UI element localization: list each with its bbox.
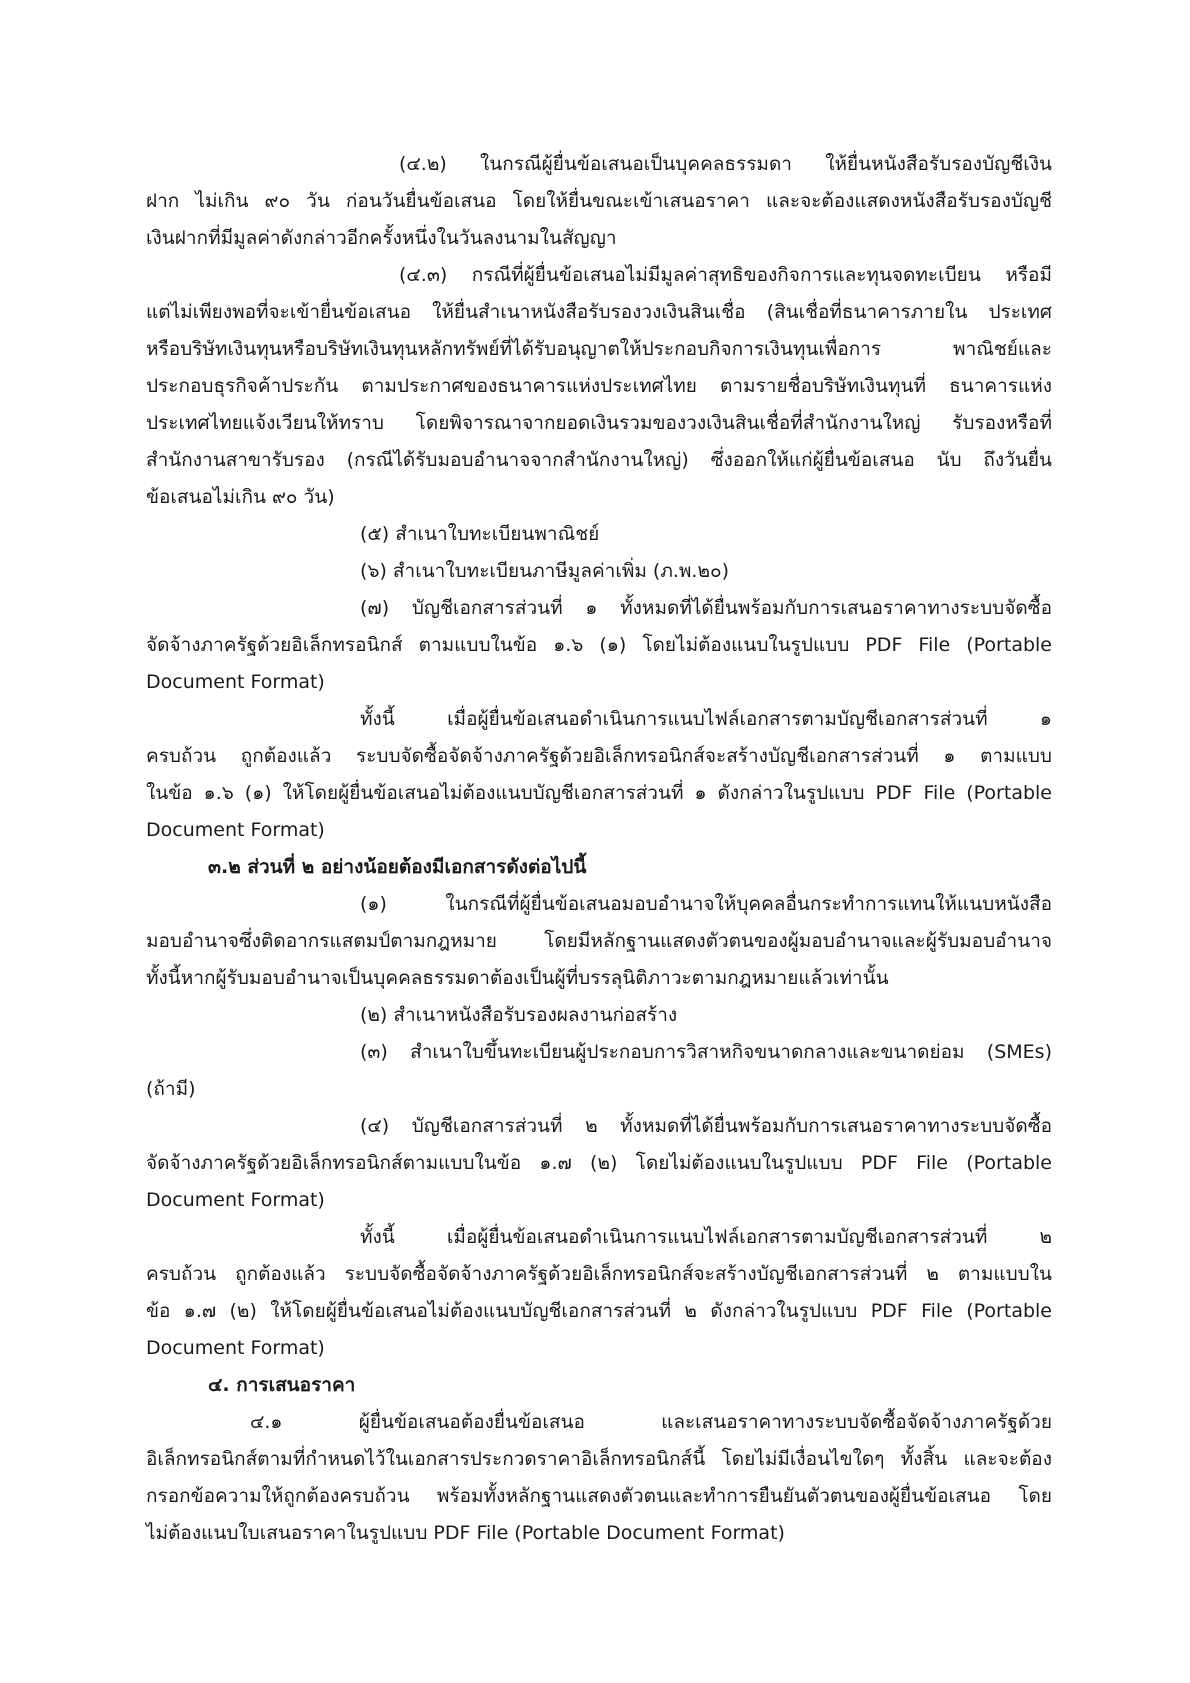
part2-list-item-1 (146, 886, 1052, 997)
list-item-7 (146, 590, 1052, 701)
paragraph-4-1 (146, 1404, 1052, 1552)
text-line: ทั้งนี้หากผู้รับมอบอำนาจเป็นบุคคลธรรมดาต้องเป็นผู้ที่บรรลุนิติภาวะตามกฎหมายแล้วเท่านั้น (146, 967, 889, 989)
text-line: (๔.๓) กรณีที่ผู้ยื่นข้อเสนอไม่มีมูลค่าสุทธิของกิจการและทุนจดทะเบียน หรือมี (399, 264, 1052, 286)
text-line: อิเล็กทรอนิกส์ตามที่กำหนดไว้ในเอกสารประกวดราคาอิเล็กทรอนิกส์นี้ โดยไม่มีเงื่อนไขใดๆ ทั้งสิ้น และจะต้อง (146, 1448, 1052, 1470)
text-line: เงินฝากที่มีมูลค่าดังกล่าวอีกครั้งหนึ่งในวันลงนามในสัญญา (146, 227, 617, 249)
text-line: (๗) บัญชีเอกสารส่วนที่ ๑ ทั้งหมดที่ได้ยื่นพร้อมกับการเสนอราคาทางระบบจัดซื้อ (360, 597, 1052, 619)
text-line: (๔) บัญชีเอกสารส่วนที่ ๒ ทั้งหมดที่ได้ยื่นพร้อมกับการเสนอราคาทางระบบจัดซื้อ (360, 1115, 1052, 1137)
text-line: ข้อเสนอไม่เกิน ๙๐ วัน) (146, 486, 335, 508)
text-line: ฝาก ไม่เกิน ๙๐ วัน ก่อนวันยื่นข้อเสนอ โดยให้ยื่นขณะเข้าเสนอราคา และจะต้องแสดงหนังสือรับรองบัญชี (146, 190, 1052, 212)
part2-list-item-3 (146, 1034, 1052, 1108)
text-line: (๓) สำเนาใบขึ้นทะเบียนผู้ประกอบการวิสาหกิจขนาดกลางและขนาดย่อม (SMEs) (360, 1041, 1052, 1063)
list-item-6: (๖) สำเนาใบทะเบียนภาษีมูลค่าเพิ่ม (ภ.พ.๒๐) (360, 560, 730, 582)
paragraph-4-3 (146, 257, 1052, 516)
paragraph-4-2 (146, 146, 1052, 257)
text-line: Document Format) (146, 671, 325, 693)
text-line: Document Format) (146, 819, 325, 841)
text-line: (๑) ในกรณีที่ผู้ยื่นข้อเสนอมอบอำนาจให้บุคคลอื่นกระทำการแทนให้แนบหนังสือ (360, 893, 1052, 915)
part2-list-item-4 (146, 1108, 1052, 1219)
text-line: Document Format) (146, 1337, 325, 1359)
text-line: จัดจ้างภาครัฐด้วยอิเล็กทรอนิกส์ตามแบบในข้อ ๑.๗ (๒) โดยไม่ต้องแนบในรูปแบบ PDF File (Portable (146, 1152, 1052, 1174)
text-line: ในข้อ ๑.๖ (๑) ให้โดยผู้ยื่นข้อเสนอไม่ต้องแนบบัญชีเอกสารส่วนที่ ๑ ดังกล่าวในรูปแบบ PDF File (Portable (146, 782, 1052, 804)
text-line: สำนักงานสาขารับรอง (กรณีได้รับมอบอำนาจจากสำนักงานใหญ่) ซึ่งออกให้แก่ผู้ยื่นข้อเสนอ นับ ถึงวันยื่น (146, 449, 1052, 471)
text-line: ๔.๑ ผู้ยื่นข้อเสนอต้องยื่นข้อเสนอ และเสนอราคาทางระบบจัดซื้อจัดจ้างภาครัฐด้วย (250, 1411, 1052, 1433)
section-heading-3-2: ๓.๒ ส่วนที่ ๒ อย่างน้อยต้องมีเอกสารดังต่อไปนี้ (208, 856, 587, 878)
list-item-5: (๕) สำเนาใบทะเบียนพาณิชย์ (360, 523, 600, 545)
text-line: ทั้งนี้ เมื่อผู้ยื่นข้อเสนอดำเนินการแนบไฟล์เอกสารตามบัญชีเอกสารส่วนที่ ๑ (360, 708, 1052, 730)
note-part-2 (146, 1219, 1052, 1367)
text-line: ประกอบธุรกิจค้าประกัน ตามประกาศของธนาคารแห่งประเทศไทย ตามรายชื่อบริษัทเงินทุนที่ ธนาคารแห่ง (146, 375, 1052, 397)
text-line: ประเทศไทยแจ้งเวียนให้ทราบ โดยพิจารณาจากยอดเงินรวมของวงเงินสินเชื่อที่สำนักงานใหญ่ รับรองหรือที่ (146, 412, 1052, 434)
text-line: กรอกข้อความให้ถูกต้องครบถ้วน พร้อมทั้งหลักฐานแสดงตัวตนและทำการยืนยันตัวตนของผู้ยื่นข้อเสนอ โดย (146, 1485, 1052, 1507)
text-line: แต่ไม่เพียงพอที่จะเข้ายื่นข้อเสนอ ให้ยื่นสำเนาหนังสือรับรองวงเงินสินเชื่อ (สินเชื่อที่ธนาคารภายใน ประเทศ (146, 301, 1052, 323)
text-line: มอบอำนาจซึ่งติดอากรแสตมป์ตามกฎหมาย โดยมีหลักฐานแสดงตัวตนของผู้มอบอำนาจและผู้รับมอบอำนาจ (146, 930, 1052, 952)
document-body (146, 146, 1052, 1552)
text-line: ทั้งนี้ เมื่อผู้ยื่นข้อเสนอดำเนินการแนบไฟล์เอกสารตามบัญชีเอกสารส่วนที่ ๒ (360, 1226, 1052, 1248)
text-line: ไม่ต้องแนบใบเสนอราคาในรูปแบบ PDF File (Portable Document Format) (146, 1522, 785, 1544)
note-part-1 (146, 701, 1052, 849)
text-line: (๔.๒) ในกรณีผู้ยื่นข้อเสนอเป็นบุคคลธรรมดา ให้ยื่นหนังสือรับรองบัญชีเงิน (399, 153, 1052, 175)
text-line: ข้อ ๑.๗ (๒) ให้โดยผู้ยื่นข้อเสนอไม่ต้องแนบบัญชีเอกสารส่วนที่ ๒ ดังกล่าวในรูปแบบ PDF File (Portable (146, 1300, 1052, 1322)
text-line: ครบถ้วน ถูกต้องแล้ว ระบบจัดซื้อจัดจ้างภาครัฐด้วยอิเล็กทรอนิกส์จะสร้างบัญชีเอกสารส่วนที่ ๒ ตามแบบใน (146, 1263, 1052, 1285)
text-line: จัดจ้างภาครัฐด้วยอิเล็กทรอนิกส์ ตามแบบในข้อ ๑.๖ (๑) โดยไม่ต้องแนบในรูปแบบ PDF File (Portable (146, 634, 1052, 656)
part2-list-item-2: (๒) สำเนาหนังสือรับรองผลงานก่อสร้าง (360, 1004, 678, 1026)
section-heading-4: ๔. การเสนอราคา (208, 1374, 356, 1396)
text-line: (ถ้ามี) (146, 1078, 196, 1100)
text-line: ครบถ้วน ถูกต้องแล้ว ระบบจัดซื้อจัดจ้างภาครัฐด้วยอิเล็กทรอนิกส์จะสร้างบัญชีเอกสารส่วนที่ ๑ ตามแบบ (146, 745, 1052, 767)
text-line: หรือบริษัทเงินทุนหรือบริษัทเงินทุนหลักทรัพย์ที่ได้รับอนุญาตให้ประกอบกิจการเงินทุนเพื่อการ พาณิชย์และ (146, 338, 1052, 360)
text-line: Document Format) (146, 1189, 325, 1211)
